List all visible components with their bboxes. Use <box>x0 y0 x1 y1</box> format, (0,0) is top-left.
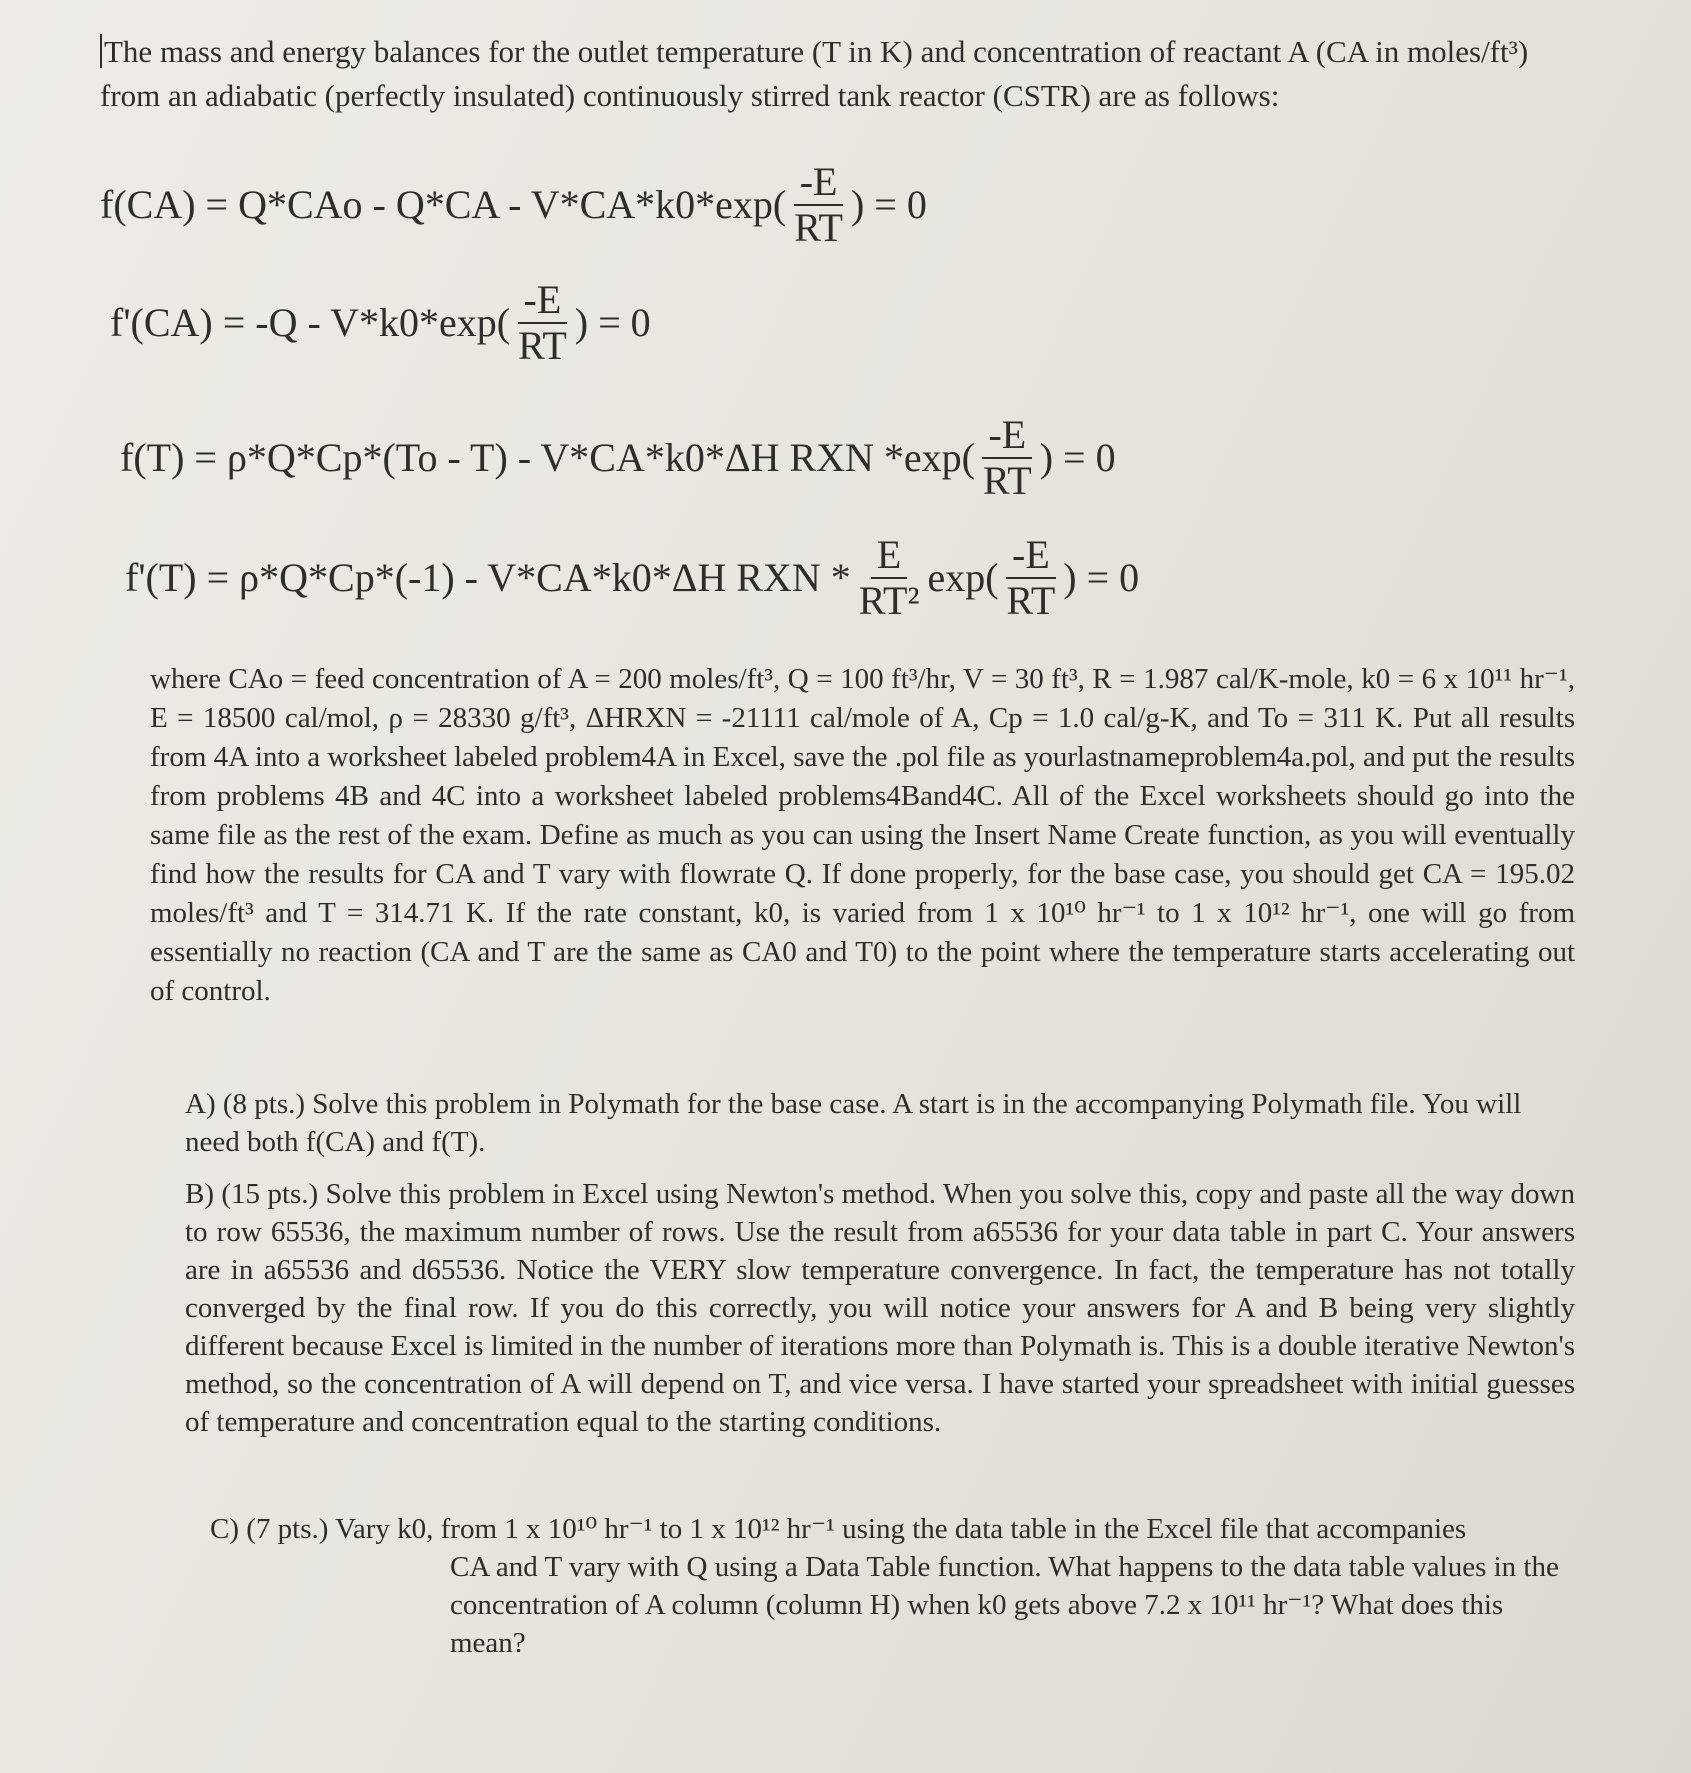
fraction-denominator: RT <box>1006 578 1056 623</box>
fraction <box>853 532 926 623</box>
equation-lhs: f(CA) = Q*CAo - Q*CA - V*CA*k0*exp( <box>100 182 787 227</box>
equation-lhs: f(T) = ρ*Q*Cp*(To - T) - V*CA*k0*ΔH RXN *exp( <box>120 435 975 480</box>
equation-f-t <box>120 412 1116 503</box>
equation-lhs: f'(CA) = -Q - V*k0*exp( <box>110 300 511 345</box>
fraction-denominator: RT <box>518 323 567 368</box>
text-cursor <box>100 34 102 68</box>
part-b: B) (15 pts.) Solve this problem in Excel using Newton's method. When you solve this, copy and paste all the way down to row 65536, the maximum number of rows. Use the result from a65536 for your data table in part C. Your answers are in a65536 and d65536. Notice the VERY slow temperature convergence. In fact, the temperature has not totally converged by the final row. If you do this correctly, you will notice your answers for A and B being very slightly different because Excel is limited in the number of iterations more than Polymath is. This is a double iterative Newton's method, so the concentration of A will depend on T, and vice versa. I have started your spreadsheet with initial guesses of temperature and concentration equal to the starting conditions. <box>185 1178 1575 1438</box>
fraction <box>512 277 573 368</box>
equation-lhs: f'(T) = ρ*Q*Cp*(-1) - V*CA*k0*ΔH RXN * <box>125 555 851 600</box>
part-c <box>210 1510 1575 1662</box>
fraction <box>977 412 1038 503</box>
equation-fprime-t <box>125 532 1140 623</box>
part-c-continuation: CA and T vary with Q using a Data Table function. What happens to the data table values in the concentration of A column (column H) when k0 gets above 7.2 x 10¹¹ hr⁻¹? What does this mean? <box>450 1551 1559 1659</box>
fraction-denominator: RT <box>982 458 1032 503</box>
fraction-denominator: RT <box>794 205 843 250</box>
equation-fprime-ca <box>110 277 651 368</box>
fraction-numerator: -E <box>794 162 844 206</box>
equation-rhs: ) = 0 <box>1063 555 1140 600</box>
where-paragraph: where CAo = feed concentration of A = 200 moles/ft³, Q = 100 ft³/hr, V = 30 ft³, R = 1.987 cal/K-mole, k0 = 6 x 10¹¹ hr⁻¹, E = 18500 cal/mol, ρ = 28330 g/ft³, ΔHRXN = -21111 cal/mole of A, Cp = 1.0 cal/g-K, and To = 311 K. Put all results from 4A into a worksheet labeled problem4A in Excel, save the .pol file as yourlastnameproblem4a.pol, and put the results from problems 4B and 4C into a worksheet labeled problems4Band4C. All of the Excel worksheets should go into the same file as the rest of the exam. Define as much as you can using the Insert Name Create function, as you will eventually find how the results for CA and T vary with flowrate Q. If done properly, for the base case, you should get CA = 195.02 moles/ft³ and T = 314.71 K. If the rate constant, k0, is varied from 1 x 10¹⁰ hr⁻¹ to 1 x 10¹² hr⁻¹, one will go from essentially no reaction (CA and T are the same as CA0 and T0) to the point where the temperature starts accelerating out of control. <box>150 663 1575 1007</box>
fraction-numerator: E <box>871 535 907 579</box>
equation-rhs: ) = 0 <box>574 300 651 345</box>
fraction-numerator: -E <box>1006 535 1056 579</box>
intro-paragraph: The mass and energy balances for the outlet temperature (T in K) and concentration of reactant A (CA in moles/ft³) from an adiabatic (perfectly insulated) continuously stirred tank reactor (CSTR) are as follows: <box>100 34 1529 113</box>
part-c-first-line: C) (7 pts.) Vary k0, from 1 x 10¹⁰ hr⁻¹ to 1 x 10¹² hr⁻¹ using the data table in the Excel file that accompanies <box>210 1513 1467 1545</box>
part-a: A) (8 pts.) Solve this problem in Polymath for the base case. A start is in the accompanying Polymath file. You will need both f(CA) and f(T). <box>185 1088 1522 1158</box>
fraction-numerator: -E <box>518 280 568 324</box>
equation-mid: exp( <box>927 555 999 600</box>
fraction-denominator: RT² <box>858 578 920 623</box>
fraction-numerator: -E <box>982 415 1032 459</box>
equation-rhs: ) = 0 <box>1039 435 1116 480</box>
equation-rhs: ) = 0 <box>850 182 927 227</box>
equation-f-ca <box>100 159 927 250</box>
fraction <box>1001 532 1062 623</box>
fraction <box>788 159 849 250</box>
